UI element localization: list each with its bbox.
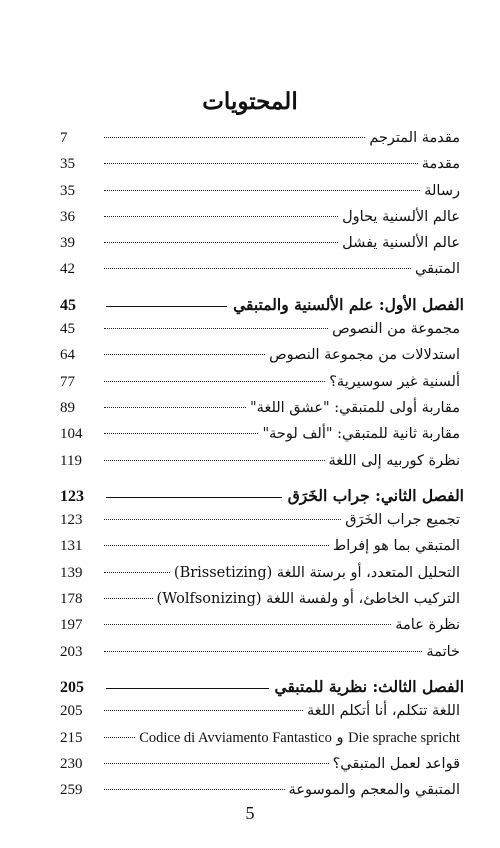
toc-entry-page: 119 bbox=[60, 452, 82, 469]
toc-entry-title: المتبقي bbox=[414, 261, 460, 278]
toc-entry-page: 205 bbox=[60, 703, 83, 720]
toc-entry-page: 89 bbox=[60, 399, 75, 416]
toc-entry bbox=[60, 235, 464, 261]
toc-entry-page: 39 bbox=[60, 235, 75, 252]
toc-entry bbox=[60, 512, 464, 538]
chapter-page: 205 bbox=[60, 678, 84, 696]
toc-entry bbox=[60, 644, 464, 670]
toc-entry-title: استدلالات من مجموعة النصوص bbox=[269, 347, 460, 364]
toc-entry-title: المتبقي والمعجم والموسوعة bbox=[288, 782, 460, 799]
toc-entry-page: 42 bbox=[60, 261, 75, 278]
toc-entry-title: مجموعة من النصوص bbox=[332, 321, 460, 338]
chapter-title: الفصل الثاني: جراب الخَرَق bbox=[287, 485, 464, 505]
dot-leader bbox=[104, 789, 285, 790]
toc-chapter-heading bbox=[60, 295, 464, 321]
toc-entry-title: اللغة تتكلم، أنا أتكلم اللغة bbox=[306, 703, 460, 720]
toc-entry bbox=[60, 453, 464, 479]
dot-leader bbox=[104, 519, 341, 520]
toc-entry bbox=[60, 730, 464, 756]
toc-entry-title: المتبقي بما هو إفراط bbox=[332, 538, 460, 555]
dot-leader bbox=[104, 651, 422, 652]
dot-leader bbox=[104, 710, 303, 711]
toc-entry-page: 215 bbox=[60, 729, 83, 746]
toc-entry-title: نظرة كوربيه إلى اللغة bbox=[328, 452, 460, 469]
toc-entry-title: التحليل المتعدد، أو برستة اللغة (Brissetizing) bbox=[173, 564, 460, 581]
toc-entry-title: مقدمة bbox=[421, 156, 460, 173]
toc-entry-title: تجميع جراب الخَرَق bbox=[345, 512, 460, 529]
dot-leader bbox=[104, 598, 153, 599]
chapter-page: 123 bbox=[60, 487, 84, 505]
chapter-title: الفصل الأول: علم الألسنية والمتبقي bbox=[233, 294, 464, 314]
toc-entry-page: 259 bbox=[60, 782, 83, 799]
toc-entry bbox=[60, 347, 464, 373]
page-number: 5 bbox=[245, 803, 255, 823]
dot-leader bbox=[104, 572, 170, 573]
toc-entry-title: قواعد لعمل المتبقي؟ bbox=[332, 755, 460, 772]
dot-leader bbox=[104, 433, 258, 434]
toc-entry-page: 131 bbox=[60, 538, 83, 555]
toc-entry-title: التركيب الخاطئ، أو ولفسة اللغة (Wolfsonizing) bbox=[156, 591, 460, 608]
dot-leader bbox=[104, 328, 328, 329]
toc-entry bbox=[60, 209, 464, 235]
chapter-rule bbox=[106, 306, 227, 307]
dot-leader bbox=[104, 545, 329, 546]
dot-leader bbox=[104, 407, 246, 408]
toc-entry-page: 139 bbox=[60, 564, 83, 581]
dot-leader bbox=[104, 381, 325, 382]
dot-leader bbox=[104, 737, 135, 738]
toc-entry bbox=[60, 374, 464, 400]
toc-entry-title: ألسنية غير سوسيرية؟ bbox=[329, 373, 460, 390]
toc-entry bbox=[60, 538, 464, 564]
toc-entry-connector: و bbox=[336, 729, 344, 746]
toc-entry-page: 35 bbox=[60, 182, 75, 199]
toc-entry bbox=[60, 183, 464, 209]
chapter-title: الفصل الثالث: نظرية للمتبقي bbox=[274, 676, 464, 696]
dot-leader bbox=[104, 460, 325, 461]
chapter-page: 45 bbox=[60, 296, 76, 314]
dot-leader bbox=[104, 137, 365, 138]
toc-entry bbox=[60, 591, 464, 617]
toc-entry bbox=[60, 703, 464, 729]
toc-chapter-heading bbox=[60, 677, 464, 703]
toc-entry-title: مقاربة أولى للمتبقي: "عشق اللغة" bbox=[250, 399, 460, 416]
toc-entry-page: 36 bbox=[60, 208, 75, 225]
toc-entry-latin-title-a: Die sprache spricht bbox=[348, 729, 460, 746]
toc-entry-latin-title-b: Codice di Avviamento Fantastico bbox=[139, 729, 332, 746]
page-title: المحتويات bbox=[202, 88, 298, 115]
toc-entry-page: 230 bbox=[60, 755, 83, 772]
toc-entry-page: 178 bbox=[60, 591, 83, 608]
dot-leader bbox=[104, 242, 338, 243]
toc-entry-page: 45 bbox=[60, 321, 75, 338]
toc-entry-page: 35 bbox=[60, 156, 75, 173]
toc-entry-page: 203 bbox=[60, 643, 83, 660]
toc-entry-page: 104 bbox=[60, 426, 83, 443]
toc-entry-title: عالم الألسنية يحاول bbox=[342, 208, 460, 225]
chapter-rule bbox=[106, 688, 269, 689]
dot-leader bbox=[104, 268, 411, 269]
toc-entry bbox=[60, 565, 464, 591]
toc-entry-page: 123 bbox=[60, 512, 83, 529]
toc-entry bbox=[60, 261, 464, 287]
toc-entry-page: 7 bbox=[60, 130, 68, 146]
toc-entry-title: نظرة عامة bbox=[395, 617, 460, 634]
toc-entry bbox=[60, 130, 464, 156]
toc-chapter-heading bbox=[60, 486, 464, 512]
toc-entry-title: خاتمة bbox=[426, 643, 460, 660]
toc-entry bbox=[60, 321, 464, 347]
dot-leader bbox=[104, 763, 329, 764]
toc-entry bbox=[60, 426, 464, 452]
toc-entry-title: مقدمة المترجم bbox=[369, 130, 460, 146]
toc-entry bbox=[60, 156, 464, 182]
toc-entry bbox=[60, 617, 464, 643]
dot-leader bbox=[104, 216, 338, 217]
toc-entry-title: عالم الألسنية يفشل bbox=[342, 235, 460, 252]
dot-leader bbox=[104, 354, 265, 355]
toc-entry-title bbox=[139, 730, 460, 747]
table-of-contents bbox=[60, 130, 464, 808]
dot-leader bbox=[104, 190, 420, 191]
toc-entry bbox=[60, 400, 464, 426]
dot-leader bbox=[104, 163, 418, 164]
toc-entry-title: رسالة bbox=[424, 182, 460, 199]
dot-leader bbox=[104, 624, 391, 625]
toc-entry-title: مقاربة ثانية للمتبقي: "ألف لوحة" bbox=[262, 426, 460, 443]
toc-entry bbox=[60, 756, 464, 782]
toc-entry-page: 64 bbox=[60, 347, 75, 364]
toc-entry-page: 197 bbox=[60, 617, 83, 634]
chapter-rule bbox=[106, 497, 282, 498]
toc-entry-page: 77 bbox=[60, 373, 75, 390]
